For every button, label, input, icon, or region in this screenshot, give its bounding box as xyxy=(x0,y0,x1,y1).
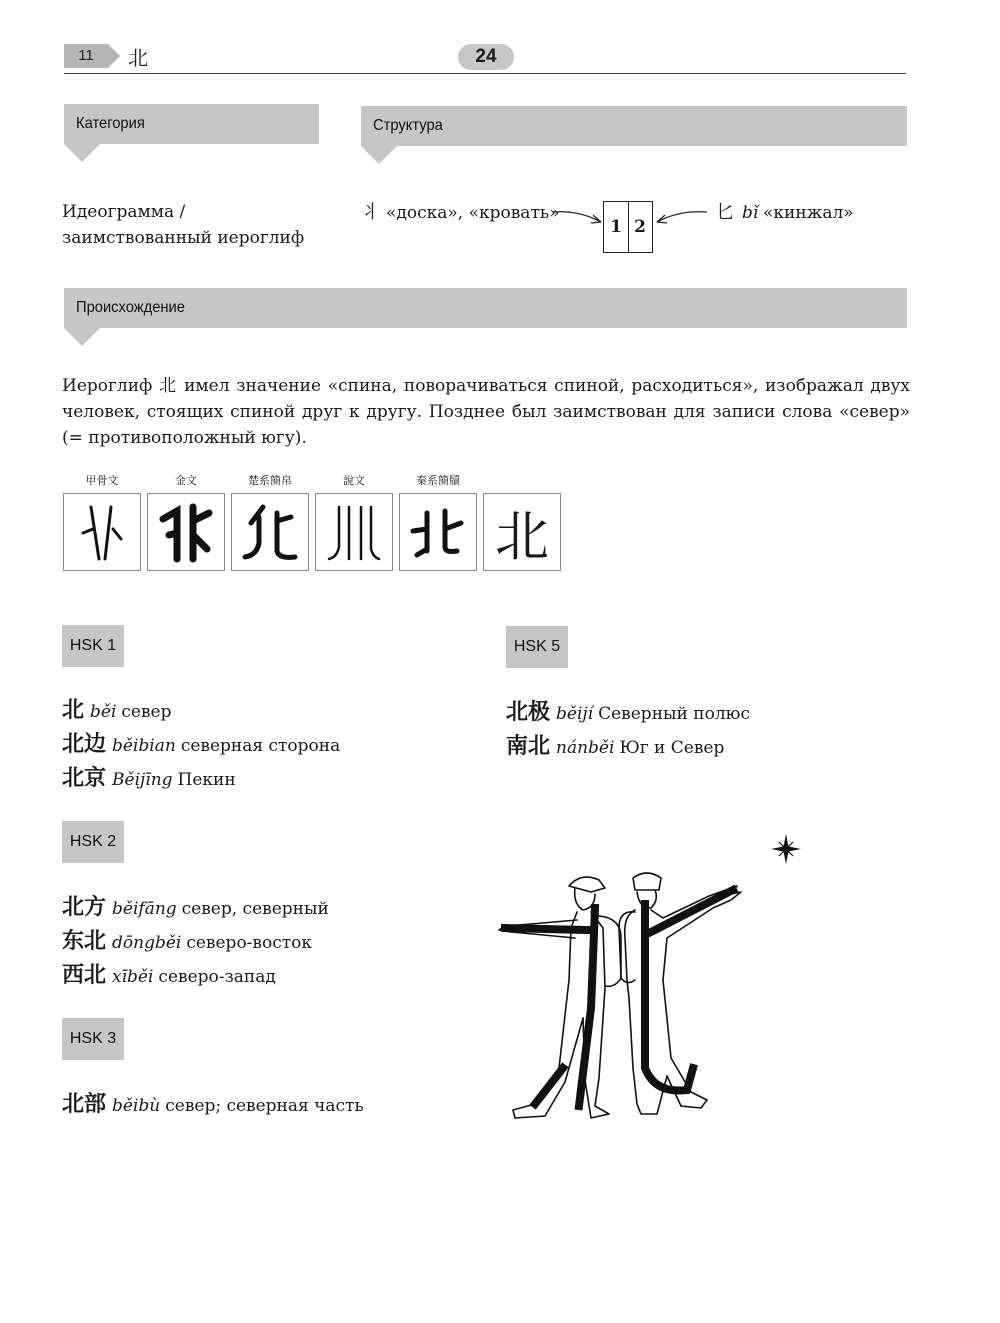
oracle-bone-glyph xyxy=(69,499,135,565)
vocab-hanzi: 西北 xyxy=(62,962,107,988)
category-line-2: заимствованный иероглиф xyxy=(62,228,305,248)
structure-right-arrow xyxy=(653,204,709,228)
structure-right-pinyin: bǐ xyxy=(742,203,759,223)
vocab-meaning: север; северная часть xyxy=(165,1096,364,1116)
origin-bar xyxy=(64,288,907,328)
chu-glyph xyxy=(237,499,303,565)
shuowen-glyph xyxy=(321,499,387,565)
page-number: 24 xyxy=(458,44,514,70)
structure-bar xyxy=(361,106,907,146)
lesson-number-tab xyxy=(64,44,108,68)
qin-glyph-box xyxy=(399,493,477,571)
hsk5-label: HSK 5 xyxy=(506,626,568,668)
vocab-item xyxy=(62,1088,364,1122)
header-character: 北 xyxy=(128,46,148,70)
vocab-meaning: Юг и Север xyxy=(619,738,725,758)
modern-glyph-box xyxy=(483,493,561,571)
structure-box-right: 2 xyxy=(634,217,646,237)
hsk1-label: HSK 1 xyxy=(62,625,124,667)
vocab-meaning: север, северный xyxy=(181,899,329,919)
bronze-glyph xyxy=(153,499,219,565)
vocab-item xyxy=(62,762,340,796)
shuowen-glyph-box xyxy=(315,493,393,571)
vocab-meaning: северо-восток xyxy=(186,933,313,953)
structure-right-meaning: «кинжал» xyxy=(763,203,854,223)
category-notch xyxy=(64,144,100,162)
bronze-glyph-box xyxy=(147,493,225,571)
structure-box xyxy=(603,201,653,253)
category-text xyxy=(62,199,304,251)
vocab-pinyin: xīběi xyxy=(112,967,154,987)
origin-heading: Происхождение xyxy=(76,299,185,316)
vocab-hanzi: 北方 xyxy=(62,894,107,920)
vocab-pinyin: běi xyxy=(90,702,117,722)
vocab-meaning: север xyxy=(121,702,172,722)
chu-glyph-box xyxy=(231,493,309,571)
two-hikers-illustration xyxy=(495,868,750,1120)
hsk2-label: HSK 2 xyxy=(62,821,124,863)
header-rule xyxy=(64,73,906,74)
script-label-oracle: 甲骨文 xyxy=(85,475,119,487)
lesson-number: 11 xyxy=(78,47,94,64)
compass-star-icon xyxy=(770,833,802,865)
vocab-meaning: северная сторона xyxy=(180,736,341,756)
vocab-pinyin: běibian xyxy=(112,736,176,756)
script-label-shuowen: 說文 xyxy=(343,475,365,487)
structure-notch xyxy=(361,146,397,164)
vocab-item xyxy=(506,730,750,764)
category-heading: Категория xyxy=(76,115,145,132)
vocab-item xyxy=(62,728,340,762)
vocab-hanzi: 北极 xyxy=(506,699,551,725)
hsk2-list xyxy=(62,891,329,993)
vocab-hanzi: 北边 xyxy=(62,731,107,757)
structure-left-char: 丬 xyxy=(361,202,379,223)
structure-left-arrow xyxy=(551,204,605,228)
modern-glyph: 北 xyxy=(495,504,549,568)
qin-glyph xyxy=(405,499,471,565)
origin-notch xyxy=(64,328,100,346)
vocab-item xyxy=(62,925,329,959)
vocab-hanzi: 南北 xyxy=(506,733,551,759)
vocab-hanzi: 东北 xyxy=(62,928,107,954)
structure-left-meaning: «доска», «кровать» xyxy=(386,203,560,223)
vocab-item xyxy=(62,891,329,925)
category-bar xyxy=(64,104,319,144)
vocab-meaning: Северный полюс xyxy=(598,704,750,724)
structure-heading: Структура xyxy=(373,117,443,134)
vocab-pinyin: běifāng xyxy=(112,899,177,919)
hsk1-list xyxy=(62,694,340,796)
script-label-chu: 楚系簡帛 xyxy=(248,475,292,487)
vocab-item xyxy=(62,694,340,728)
origin-paragraph: Иероглиф 北 имел значение «спина, поворачиваться спиной, расходиться», изображал двух человек, стоящих спиной друг к другу. Позднее был заимствован для записи слова «север» (= противоположный югу). xyxy=(62,376,910,448)
vocab-meaning: Пекин xyxy=(177,770,236,790)
vocab-pinyin: Běijīng xyxy=(112,770,173,790)
vocab-pinyin: nánběi xyxy=(556,738,615,758)
hsk3-label: HSK 3 xyxy=(62,1018,124,1060)
vocab-pinyin: dōngběi xyxy=(112,933,182,953)
vocab-meaning: северо-запад xyxy=(158,967,276,987)
script-label-bronze: 金文 xyxy=(175,475,197,487)
oracle-glyph-box xyxy=(63,493,141,571)
vocab-pinyin: běibù xyxy=(112,1096,161,1116)
structure-right-char: 匕 xyxy=(716,202,734,223)
vocab-item xyxy=(62,959,329,993)
vocab-hanzi: 北京 xyxy=(62,765,107,791)
vocab-item xyxy=(506,696,750,730)
structure-box-left: 1 xyxy=(610,217,622,237)
hsk5-list xyxy=(506,696,750,764)
vocab-hanzi: 北部 xyxy=(62,1091,107,1117)
hsk3-list xyxy=(62,1088,364,1122)
script-label-qin: 秦系簡牘 xyxy=(416,475,460,487)
category-line-1: Идеограмма / xyxy=(62,202,186,222)
vocab-hanzi: 北 xyxy=(62,697,85,723)
vocab-pinyin: běijí xyxy=(556,704,594,724)
